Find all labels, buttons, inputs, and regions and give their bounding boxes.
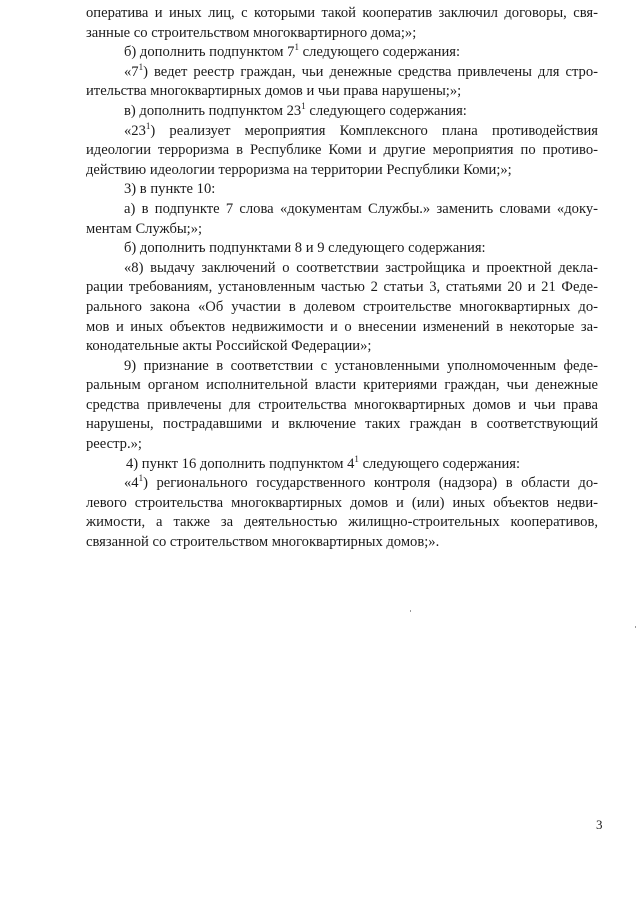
text-line xyxy=(86,533,598,553)
text-line xyxy=(86,278,598,298)
text-line-continuation: ) ведет реестр граждан, чьи денежные средства привлечены для стро- xyxy=(143,63,598,80)
text-line-content: а) в подпункте 7 слова «документам Службы.» заменить словами «доку- xyxy=(124,200,598,217)
text-line-content: «8) выдачу заключений о соответствии застройщика и проектной декла- xyxy=(124,259,598,276)
text-line xyxy=(86,141,598,161)
text-line-content: средства привлечены для строительства многоквартирных домов и чьи права xyxy=(86,396,598,413)
text-line xyxy=(86,63,598,83)
text-line xyxy=(86,455,598,475)
superscript-index: 1 xyxy=(354,453,359,464)
scan-speck xyxy=(410,610,411,612)
text-line xyxy=(86,376,598,396)
text-line xyxy=(86,180,598,200)
scan-speck xyxy=(635,626,636,628)
text-line-content: «23 xyxy=(124,122,146,139)
text-line-continuation: следующего содержания: xyxy=(358,455,521,472)
text-line xyxy=(86,82,598,102)
text-line xyxy=(86,435,598,455)
text-line-content: левого строительства многоквартирных домов и (или) иных объектов недви- xyxy=(86,494,598,511)
text-line xyxy=(86,415,598,435)
text-line xyxy=(86,259,598,279)
superscript-index: 1 xyxy=(145,120,151,131)
superscript-index: 1 xyxy=(301,100,306,111)
text-line xyxy=(86,357,598,377)
text-line xyxy=(86,239,598,259)
superscript-index: 1 xyxy=(138,61,144,72)
text-line xyxy=(86,102,598,122)
text-line-content: рации требованиям, установленным частью 2 статьи 3, статьями 20 и 21 Феде- xyxy=(86,279,598,296)
text-line-content: рального закона «Об участии в долевом строительстве многоквартирных до- xyxy=(86,298,598,315)
text-line xyxy=(86,200,598,220)
text-line-content: реестр.»; xyxy=(86,436,142,453)
text-line-content: ментам Службы;»; xyxy=(86,220,203,237)
text-line-content: оператива и иных лиц, с которыми такой кооператив заключил договоры, свя- xyxy=(86,5,598,21)
text-line xyxy=(86,43,598,63)
text-line-continuation: ) реализует мероприятия Комплексного плана противодействия xyxy=(150,122,598,139)
text-line xyxy=(86,337,598,357)
text-line-content: жимости, а также за деятельностью жилищно-строительных кооперативов, xyxy=(86,514,598,531)
text-line-content: мов и иных объектов недвижимости и о внесении изменений в некоторые за- xyxy=(86,318,598,335)
text-line-content: б) дополнить подпунктом 7 xyxy=(124,44,295,61)
text-line-content: ительства многоквартирных домов и чьи права нарушены;»; xyxy=(86,83,462,100)
text-line xyxy=(86,494,598,514)
text-line-content: занные со строительством многоквартирного дома;»; xyxy=(86,24,417,41)
superscript-index: 1 xyxy=(294,42,299,53)
text-line-content: в) дополнить подпунктом 23 xyxy=(124,102,302,119)
text-line-content: конодательные акты Российской Федерации»; xyxy=(86,338,372,355)
text-line-content: 9) признание в соответствии с установленными уполномоченным феде- xyxy=(124,357,598,374)
text-line xyxy=(86,122,598,142)
text-line xyxy=(86,396,598,416)
text-line xyxy=(86,220,598,240)
text-line-content: действию идеологии терроризма на территории Республики Коми;»; xyxy=(86,161,512,178)
text-line xyxy=(86,298,598,318)
text-line-continuation: следующего содержания: xyxy=(305,102,467,119)
text-line-content: идеологии терроризма в Республике Коми и другие мероприятия по противо- xyxy=(86,142,598,159)
text-line xyxy=(86,24,598,44)
superscript-index: 1 xyxy=(138,473,144,484)
text-line xyxy=(86,318,598,338)
text-line-continuation: следующего содержания: xyxy=(298,44,461,61)
text-line-content: связанной со строительством многоквартирных домов;». xyxy=(86,534,440,551)
text-line xyxy=(86,161,598,181)
text-line-content: «7 xyxy=(124,63,139,80)
text-line-continuation: ) регионального государственного контроля (надзора) в области до- xyxy=(143,475,598,492)
text-line-content: б) дополнить подпунктами 8 и 9 следующего содержания: xyxy=(124,240,486,257)
page-number: 3 xyxy=(596,817,603,832)
text-line-content: нарушены, пострадавшими и включение таких граждан в соответствующий xyxy=(86,416,598,433)
document-body xyxy=(86,4,598,553)
text-line xyxy=(86,513,598,533)
text-line-content: 4) пункт 16 дополнить подпунктом 4 xyxy=(126,455,355,472)
text-line xyxy=(86,4,598,24)
text-line xyxy=(86,474,598,494)
text-line-content: ральным органом исполнительной власти критериями граждан, чьи денежные xyxy=(86,377,598,394)
text-line-content: 3) в пункте 10: xyxy=(124,181,216,198)
text-line-content: «4 xyxy=(124,475,139,492)
